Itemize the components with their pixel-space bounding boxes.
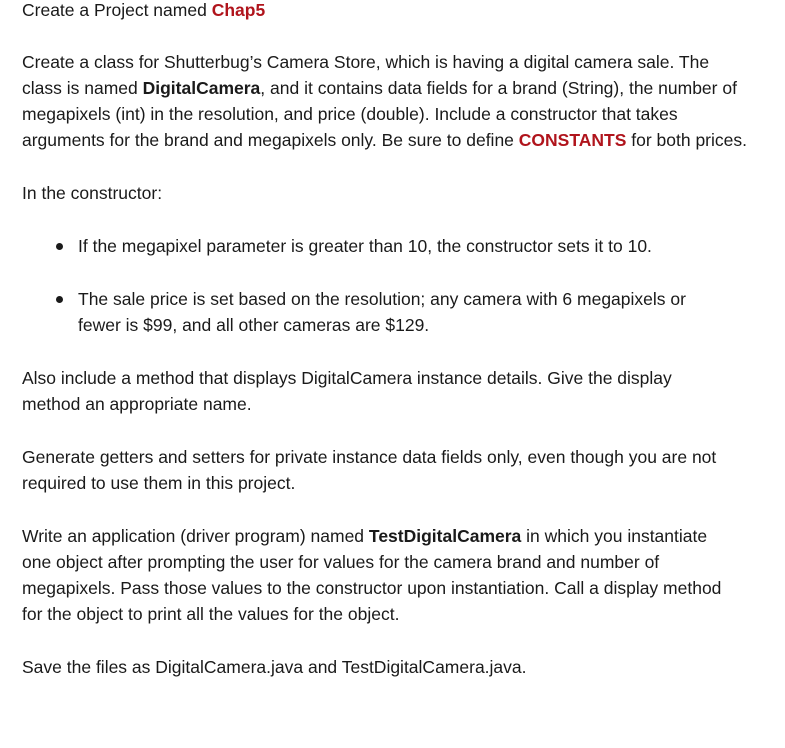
list-item-text: The sale price is set based on the resolution; any camera with 6 megapixels or fewer is $99, and all other cameras are $129.	[78, 289, 686, 335]
display-method-paragraph: Also include a method that displays DigitalCamera instance details. Give the display method an appropriate name.	[22, 368, 672, 414]
application-text-part1: Write an application (driver program) named	[22, 526, 369, 546]
intro-text-part1: Create a class for Shutterbug’s Camera Store, which is having a digital camera sale. The class is named	[22, 52, 710, 98]
driver-class-name: TestDigitalCamera	[368, 526, 522, 546]
constructor-heading: In the constructor:	[22, 183, 163, 203]
list-item	[22, 233, 767, 259]
intro-text-part3: for both prices.	[626, 130, 747, 150]
constructor-rules-list	[22, 233, 767, 338]
application-paragraph	[22, 523, 734, 627]
project-name: Chap5	[211, 0, 266, 20]
intro-text-part2: , and it contains data fields for a brand (String), the number of megapixels (int) in the resolution, and price (double). Include a constructor that takes arguments for the brand and megapixels only. Be sure to define	[22, 78, 737, 150]
project-heading	[22, 0, 767, 23]
assignment-document	[22, 0, 767, 680]
bullet-icon	[56, 296, 63, 303]
getters-setters-paragraph: Generate getters and setters for private instance data fields only, even though you are not required to use them in this project.	[22, 447, 717, 493]
list-item-text: If the megapixel parameter is greater than 10, the constructor sets it to 10.	[78, 236, 652, 256]
class-name: DigitalCamera	[142, 78, 261, 98]
list-item	[22, 286, 718, 338]
intro-paragraph	[22, 49, 752, 153]
constants-emphasis: CONSTANTS	[518, 130, 627, 150]
bullet-icon	[56, 243, 63, 250]
project-heading-prefix: Create a Project named	[22, 0, 212, 20]
application-text-part2: in which you instantiate one object after prompting the user for values for the camera brand and number of megapixels. Pass those values to the constructor upon instantiation. Call a display method for the object to print all the values for the object.	[22, 526, 722, 624]
save-files-paragraph: Save the files as DigitalCamera.java and TestDigitalCamera.java.	[22, 657, 527, 677]
